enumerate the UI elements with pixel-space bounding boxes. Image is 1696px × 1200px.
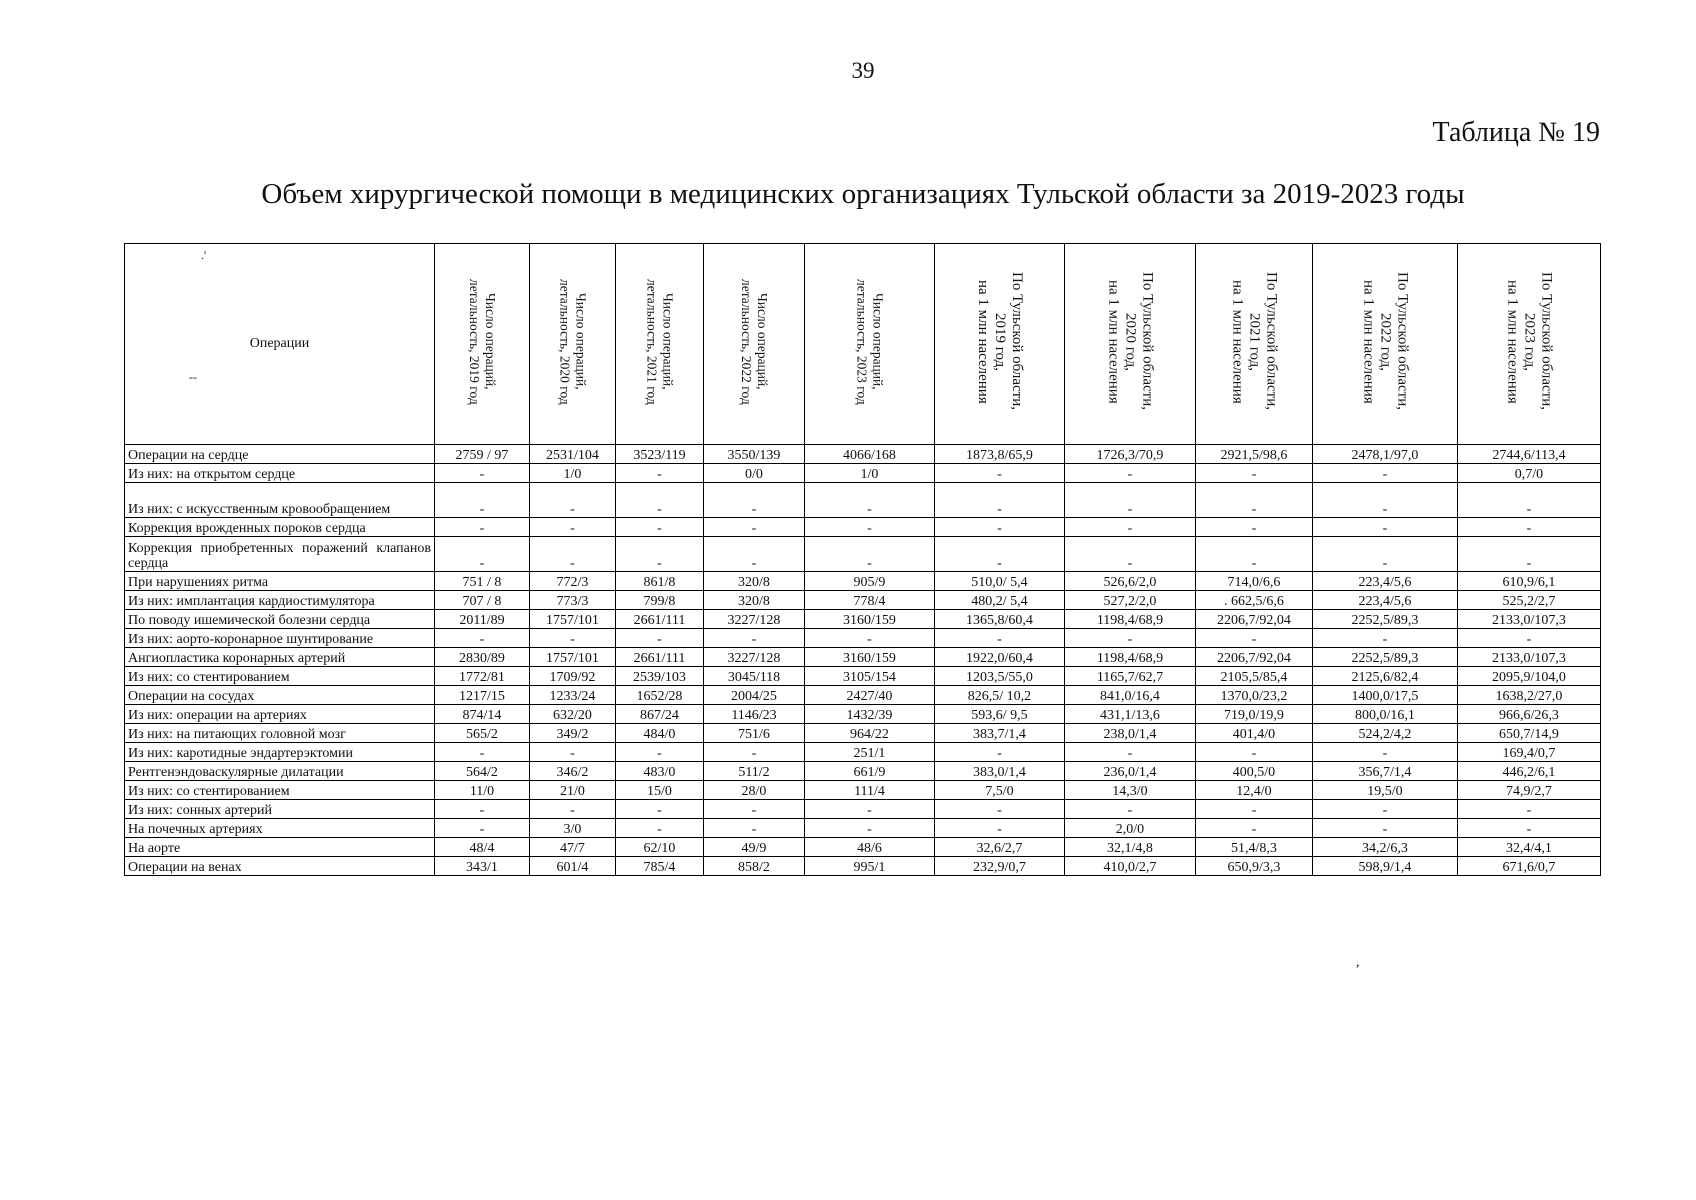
value-cell: -: [616, 743, 704, 762]
value-cell: 593,6/ 9,5: [935, 705, 1065, 724]
value-cell: 3227/128: [704, 648, 805, 667]
value-cell: 48/6: [805, 838, 935, 857]
value-cell: 236,0/1,4: [1065, 762, 1196, 781]
value-cell: 2095,9/104,0: [1458, 667, 1601, 686]
value-cell: 2004/25: [704, 686, 805, 705]
value-cell: 1873,8/65,9: [935, 445, 1065, 464]
value-cell: 799/8: [616, 591, 704, 610]
operation-name-cell: Из них: на открытом сердце: [125, 464, 435, 483]
value-cell: -: [805, 629, 935, 648]
column-header-2023-count: Число операций, летальность, 2023 год: [805, 244, 935, 445]
operation-name-cell: На аорте: [125, 838, 435, 857]
value-cell: 2921,5/98,6: [1196, 445, 1313, 464]
value-cell: -: [1196, 518, 1313, 537]
value-cell: -: [1065, 743, 1196, 762]
value-cell: 14,3/0: [1065, 781, 1196, 800]
value-cell: -: [704, 800, 805, 819]
table-row: [125, 445, 1601, 464]
value-cell: 51,4/8,3: [1196, 838, 1313, 857]
column-header-2019-per-million: По Тульской области, 2019 год, на 1 млн населения: [935, 244, 1065, 445]
value-cell: 15/0: [616, 781, 704, 800]
value-cell: -: [435, 483, 530, 518]
operation-name-cell: Из них: со стентированием: [125, 667, 435, 686]
value-cell: -: [935, 819, 1065, 838]
operation-name-cell: Из них: сонных артерий: [125, 800, 435, 819]
value-cell: 650,9/3,3: [1196, 857, 1313, 876]
value-cell: -: [530, 537, 616, 572]
table-row: [125, 667, 1601, 686]
value-cell: 3/0: [530, 819, 616, 838]
value-cell: 2427/40: [805, 686, 935, 705]
value-cell: -: [1313, 464, 1458, 483]
value-cell: 2252,5/89,3: [1313, 648, 1458, 667]
value-cell: 2478,1/97,0: [1313, 445, 1458, 464]
column-header-2022-count: Число операций, летальность, 2022 год: [704, 244, 805, 445]
value-cell: 3227/128: [704, 610, 805, 629]
operation-name-cell: Из них: имплантация кардиостимулятора: [125, 591, 435, 610]
value-cell: 49/9: [704, 838, 805, 857]
value-cell: 62/10: [616, 838, 704, 857]
column-header-2021-count: Число операций, летальность, 2021 год: [616, 244, 704, 445]
value-cell: 650,7/14,9: [1458, 724, 1601, 743]
value-cell: -: [1458, 537, 1601, 572]
value-cell: 320/8: [704, 591, 805, 610]
value-cell: 34,2/6,3: [1313, 838, 1458, 857]
value-cell: -: [935, 800, 1065, 819]
table-label: Таблица № 19: [1432, 117, 1600, 148]
value-cell: 785/4: [616, 857, 704, 876]
value-cell: 483/0: [616, 762, 704, 781]
operation-name-cell: Из них: со стентированием: [125, 781, 435, 800]
value-cell: 1198,4/68,9: [1065, 610, 1196, 629]
value-cell: -: [1065, 464, 1196, 483]
value-cell: -: [616, 537, 704, 572]
value-cell: -: [805, 483, 935, 518]
value-cell: 2252,5/89,3: [1313, 610, 1458, 629]
column-header-2021-per-million: По Тульской области, 2021 год, на 1 млн населения: [1196, 244, 1313, 445]
value-cell: 2206,7/92,04: [1196, 648, 1313, 667]
value-cell: 3045/118: [704, 667, 805, 686]
value-cell: -: [1313, 800, 1458, 819]
value-cell: 526,6/2,0: [1065, 572, 1196, 591]
value-cell: 1203,5/55,0: [935, 667, 1065, 686]
value-cell: 3160/159: [805, 648, 935, 667]
value-cell: 4066/168: [805, 445, 935, 464]
value-cell: -: [1458, 518, 1601, 537]
value-cell: -: [704, 743, 805, 762]
operation-name-cell: Из них: с искусственным кровообращением: [125, 483, 435, 518]
operation-name-cell: Операции на сосудах: [125, 686, 435, 705]
value-cell: 632/20: [530, 705, 616, 724]
value-cell: 966,6/26,3: [1458, 705, 1601, 724]
value-cell: -: [530, 518, 616, 537]
value-cell: -: [935, 629, 1065, 648]
value-cell: 565/2: [435, 724, 530, 743]
value-cell: -: [935, 743, 1065, 762]
value-cell: 525,2/2,7: [1458, 591, 1601, 610]
column-header-2023-per-million: По Тульской области, 2023 год, на 1 млн населения: [1458, 244, 1601, 445]
table-row: [125, 838, 1601, 857]
operation-name-cell: На почечных артериях: [125, 819, 435, 838]
value-cell: 861/8: [616, 572, 704, 591]
table-body: [125, 445, 1601, 876]
value-cell: -: [616, 800, 704, 819]
value-cell: -: [805, 537, 935, 572]
value-cell: -: [1196, 629, 1313, 648]
value-cell: -: [935, 483, 1065, 518]
value-cell: 714,0/6,6: [1196, 572, 1313, 591]
value-cell: 2531/104: [530, 445, 616, 464]
value-cell: 3105/154: [805, 667, 935, 686]
value-cell: 2539/103: [616, 667, 704, 686]
value-cell: 232,9/0,7: [935, 857, 1065, 876]
value-cell: -: [1196, 743, 1313, 762]
value-cell: 564/2: [435, 762, 530, 781]
value-cell: 772/3: [530, 572, 616, 591]
value-cell: -: [616, 483, 704, 518]
value-cell: 3160/159: [805, 610, 935, 629]
value-cell: 1165,7/62,7: [1065, 667, 1196, 686]
value-cell: -: [1313, 518, 1458, 537]
value-cell: 383,0/1,4: [935, 762, 1065, 781]
value-cell: 2206,7/92,04: [1196, 610, 1313, 629]
value-cell: -: [1313, 483, 1458, 518]
operation-name-cell: По поводу ишемической болезни сердца: [125, 610, 435, 629]
value-cell: 2125,6/82,4: [1313, 667, 1458, 686]
value-cell: -: [1313, 819, 1458, 838]
operation-name-cell: Из них: аорто-коронарное шунтирование: [125, 629, 435, 648]
column-header-2022-per-million: По Тульской области, 2022 год, на 1 млн населения: [1313, 244, 1458, 445]
value-cell: 751/6: [704, 724, 805, 743]
value-cell: 751 / 8: [435, 572, 530, 591]
value-cell: 2830/89: [435, 648, 530, 667]
value-cell: -: [704, 537, 805, 572]
value-cell: -: [530, 743, 616, 762]
value-cell: -: [530, 800, 616, 819]
table-row: [125, 648, 1601, 667]
value-cell: 320/8: [704, 572, 805, 591]
value-cell: 778/4: [805, 591, 935, 610]
value-cell: 2661/111: [616, 610, 704, 629]
value-cell: 28/0: [704, 781, 805, 800]
value-cell: 1922,0/60,4: [935, 648, 1065, 667]
value-cell: 346/2: [530, 762, 616, 781]
value-cell: 446,2/6,1: [1458, 762, 1601, 781]
value-cell: 1217/15: [435, 686, 530, 705]
table-row: [125, 686, 1601, 705]
value-cell: 2105,5/85,4: [1196, 667, 1313, 686]
value-cell: 1709/92: [530, 667, 616, 686]
value-cell: 719,0/19,9: [1196, 705, 1313, 724]
value-cell: -: [435, 800, 530, 819]
value-cell: -: [704, 819, 805, 838]
column-header-2020-per-million: По Тульской области, 2020 год, на 1 млн населения: [1065, 244, 1196, 445]
surgery-volume-table: [124, 243, 1601, 876]
table-row: [125, 762, 1601, 781]
value-cell: 410,0/2,7: [1065, 857, 1196, 876]
stray-mark: ,: [1356, 955, 1360, 970]
value-cell: -: [616, 819, 704, 838]
value-cell: 995/1: [805, 857, 935, 876]
value-cell: -: [435, 537, 530, 572]
table-row: [125, 572, 1601, 591]
value-cell: 484/0: [616, 724, 704, 743]
value-cell: 527,2/2,0: [1065, 591, 1196, 610]
value-cell: 773/3: [530, 591, 616, 610]
value-cell: 356,7/1,4: [1313, 762, 1458, 781]
value-cell: -: [1196, 819, 1313, 838]
column-header-2019-count: Число операций, летальность, 2019 год: [435, 244, 530, 445]
value-cell: -: [616, 518, 704, 537]
value-cell: 511/2: [704, 762, 805, 781]
table-row: [125, 705, 1601, 724]
value-cell: 2011/89: [435, 610, 530, 629]
value-cell: 1772/81: [435, 667, 530, 686]
value-cell: 598,9/1,4: [1313, 857, 1458, 876]
value-cell: -: [805, 800, 935, 819]
value-cell: -: [1065, 518, 1196, 537]
value-cell: -: [1196, 800, 1313, 819]
table-row: [125, 819, 1601, 838]
table-row: [125, 483, 1601, 518]
value-cell: -: [1196, 464, 1313, 483]
value-cell: 401,4/0: [1196, 724, 1313, 743]
value-cell: 1/0: [530, 464, 616, 483]
value-cell: 1365,8/60,4: [935, 610, 1065, 629]
value-cell: -: [1196, 483, 1313, 518]
document-title: Объем хирургической помощи в медицинских организациях Тульской области за 2019-2023 годы: [261, 178, 1465, 210]
operation-name-cell: Из них: на питающих головной мозг: [125, 724, 435, 743]
value-cell: -: [435, 629, 530, 648]
value-cell: -: [1313, 629, 1458, 648]
operation-name-cell: Операции на венах: [125, 857, 435, 876]
value-cell: -: [1065, 629, 1196, 648]
table-row: [125, 781, 1601, 800]
value-cell: 510,0/ 5,4: [935, 572, 1065, 591]
value-cell: 12,4/0: [1196, 781, 1313, 800]
operation-name-cell: Коррекция приобретенных поражений клапанов сердца: [125, 537, 435, 572]
value-cell: 32,1/4,8: [1065, 838, 1196, 857]
value-cell: 858/2: [704, 857, 805, 876]
value-cell: -: [435, 743, 530, 762]
value-cell: -: [616, 464, 704, 483]
value-cell: 19,5/0: [1313, 781, 1458, 800]
table-row: [125, 591, 1601, 610]
value-cell: -: [1313, 743, 1458, 762]
value-cell: 431,1/13,6: [1065, 705, 1196, 724]
value-cell: 2759 / 97: [435, 445, 530, 464]
value-cell: 2,0/0: [1065, 819, 1196, 838]
value-cell: -: [530, 483, 616, 518]
value-cell: -: [704, 518, 805, 537]
value-cell: -: [435, 819, 530, 838]
value-cell: 0/0: [704, 464, 805, 483]
value-cell: -: [805, 819, 935, 838]
value-cell: . 662,5/6,6: [1196, 591, 1313, 610]
operation-name-cell: Из них: каротидные эндартерэктомии: [125, 743, 435, 762]
value-cell: 1146/23: [704, 705, 805, 724]
value-cell: 2133,0/107,3: [1458, 610, 1601, 629]
value-cell: -: [704, 483, 805, 518]
value-cell: 964/22: [805, 724, 935, 743]
value-cell: 2744,6/113,4: [1458, 445, 1601, 464]
value-cell: 0,7/0: [1458, 464, 1601, 483]
header-row: [125, 244, 1601, 445]
value-cell: 601/4: [530, 857, 616, 876]
value-cell: 21/0: [530, 781, 616, 800]
column-header-2020-count: Число операций, летальность, 2020 год: [530, 244, 616, 445]
header-mark: .': [201, 248, 207, 262]
value-cell: -: [616, 629, 704, 648]
value-cell: 671,6/0,7: [1458, 857, 1601, 876]
page-number: 39: [851, 58, 875, 83]
value-cell: -: [1313, 537, 1458, 572]
value-cell: -: [530, 629, 616, 648]
value-cell: -: [704, 629, 805, 648]
value-cell: -: [435, 518, 530, 537]
operation-name-cell: Коррекция врожденных пороков сердца: [125, 518, 435, 537]
value-cell: -: [935, 464, 1065, 483]
value-cell: 1400,0/17,5: [1313, 686, 1458, 705]
value-cell: 383,7/1,4: [935, 724, 1065, 743]
value-cell: 48/4: [435, 838, 530, 857]
value-cell: 400,5/0: [1196, 762, 1313, 781]
value-cell: 1652/28: [616, 686, 704, 705]
value-cell: -: [805, 518, 935, 537]
operation-name-cell: Ангиопластика коронарных артерий: [125, 648, 435, 667]
value-cell: 7,5/0: [935, 781, 1065, 800]
value-cell: -: [1458, 629, 1601, 648]
value-cell: 47/7: [530, 838, 616, 857]
value-cell: -: [1458, 800, 1601, 819]
table-row: [125, 857, 1601, 876]
value-cell: 343/1: [435, 857, 530, 876]
value-cell: 1198,4/68,9: [1065, 648, 1196, 667]
value-cell: 867/24: [616, 705, 704, 724]
operations-header: [125, 244, 435, 445]
value-cell: 223,4/5,6: [1313, 591, 1458, 610]
table-row: [125, 743, 1601, 762]
operation-name-cell: Рентгенэндоваскулярные дилатации: [125, 762, 435, 781]
value-cell: 1233/24: [530, 686, 616, 705]
value-cell: 480,2/ 5,4: [935, 591, 1065, 610]
table-row: [125, 518, 1601, 537]
table-row: [125, 800, 1601, 819]
value-cell: 2661/111: [616, 648, 704, 667]
value-cell: 11/0: [435, 781, 530, 800]
table-row: [125, 537, 1601, 572]
value-cell: -: [1196, 537, 1313, 572]
value-cell: 707 / 8: [435, 591, 530, 610]
value-cell: 800,0/16,1: [1313, 705, 1458, 724]
value-cell: 251/1: [805, 743, 935, 762]
operation-name-cell: Операции на сердце: [125, 445, 435, 464]
value-cell: 841,0/16,4: [1065, 686, 1196, 705]
value-cell: -: [935, 537, 1065, 572]
value-cell: 1638,2/27,0: [1458, 686, 1601, 705]
table-row: [125, 724, 1601, 743]
value-cell: -: [1458, 819, 1601, 838]
value-cell: 1432/39: [805, 705, 935, 724]
value-cell: -: [435, 464, 530, 483]
value-cell: -: [1065, 483, 1196, 518]
value-cell: 826,5/ 10,2: [935, 686, 1065, 705]
value-cell: -: [1065, 537, 1196, 572]
value-cell: 1757/101: [530, 648, 616, 667]
value-cell: 349/2: [530, 724, 616, 743]
operation-name-cell: При нарушениях ритма: [125, 572, 435, 591]
value-cell: 3550/139: [704, 445, 805, 464]
value-cell: 1370,0/23,2: [1196, 686, 1313, 705]
operations-header-label: Операции: [249, 336, 310, 351]
value-cell: 905/9: [805, 572, 935, 591]
value-cell: 111/4: [805, 781, 935, 800]
table-row: [125, 610, 1601, 629]
value-cell: 238,0/1,4: [1065, 724, 1196, 743]
value-cell: 223,4/5,6: [1313, 572, 1458, 591]
value-cell: 169,4/0,7: [1458, 743, 1601, 762]
value-cell: 3523/119: [616, 445, 704, 464]
value-cell: -: [1458, 483, 1601, 518]
value-cell: 32,6/2,7: [935, 838, 1065, 857]
value-cell: 1757/101: [530, 610, 616, 629]
value-cell: 874/14: [435, 705, 530, 724]
value-cell: 1/0: [805, 464, 935, 483]
table-row: [125, 464, 1601, 483]
value-cell: 524,2/4,2: [1313, 724, 1458, 743]
value-cell: 661/9: [805, 762, 935, 781]
header-mark: --: [189, 370, 197, 384]
value-cell: 1726,3/70,9: [1065, 445, 1196, 464]
value-cell: -: [1065, 800, 1196, 819]
value-cell: 74,9/2,7: [1458, 781, 1601, 800]
value-cell: -: [935, 518, 1065, 537]
value-cell: 610,9/6,1: [1458, 572, 1601, 591]
value-cell: 32,4/4,1: [1458, 838, 1601, 857]
table-row: [125, 629, 1601, 648]
value-cell: 2133,0/107,3: [1458, 648, 1601, 667]
operation-name-cell: Из них: операции на артериях: [125, 705, 435, 724]
